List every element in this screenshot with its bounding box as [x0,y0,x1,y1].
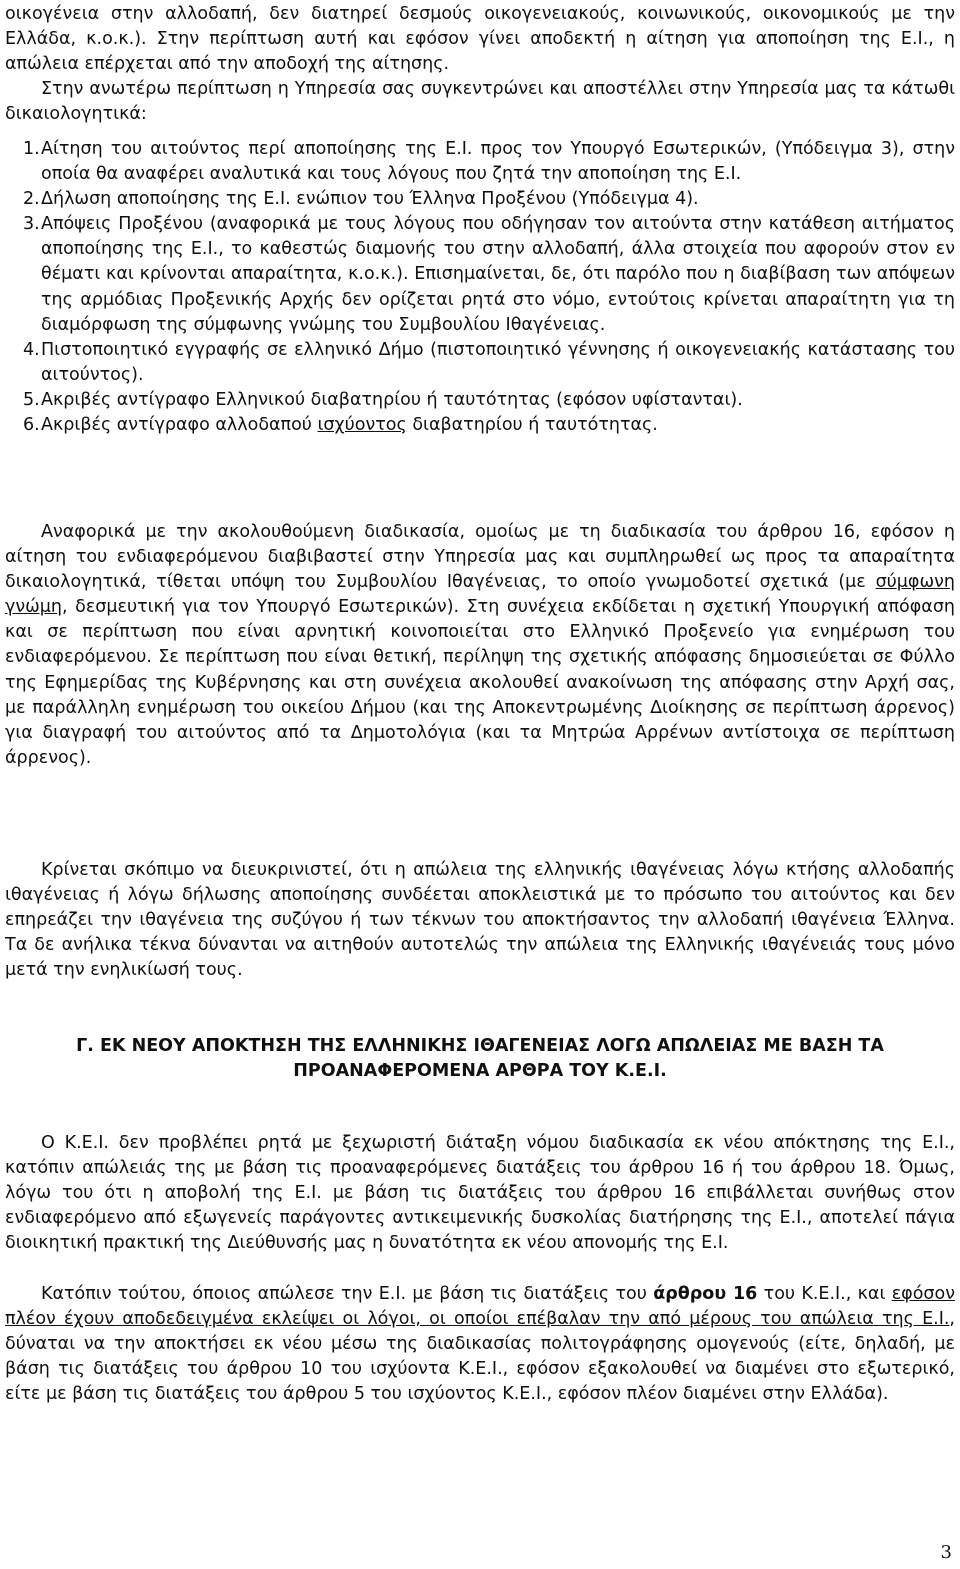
page-number: 3 [940,1542,952,1563]
list-item-text: Πιστοποιητικό εγγραφής σε ελληνικό Δήμο (πιστοποιητικό γέννησης ή οικογενειακής κατάστασης του αιτούντος). [41,339,955,385]
final-paragraph [5,1282,955,1407]
list-number: 2. [23,189,40,210]
underlined-text: σύμφωνη γνώμη [5,572,955,618]
underlined-text: ισχύοντος [317,415,407,436]
paragraph-text: Κατόπιν τούτου, όποιος απώλεσε την Ε.Ι. με βάση τις διατάξεις του [41,1284,654,1304]
list-item-text: Αίτηση του αιτούντος περί αποποίησης της Ε.Ι. προς τον Υπουργό Εσωτερικών, (Υπόδειγμα 3), στην οποία θα αναφέρει αναλυτικά και τους λόγους που ζητά την αποποίηση της Ε.Ι. [41,139,955,185]
list-number: 3. [23,214,40,235]
list-item-text: Δήλωση αποποίησης της Ε.Ι. ενώπιον του Έλληνα Προξένου (Υπόδειγμα 4). [41,189,699,210]
paragraph-text: Αναφορικά με την ακολουθούμενη διαδικασία, ομοίως με τη διαδικασία του άρθρου 16, εφόσον η αίτηση του ενδιαφερόμενου διαβιβαστεί στην Υπηρεσία μας και συμπληρωθεί ως προς τα απαραίτητα δικαιολογητικά, τίθεται υπόψη του Συμβουλίου Ιθαγένειας, το οποίο γνωμοδοτεί σχετικά (με [5,522,955,593]
paragraph-text: , δύναται να την αποκτήσει εκ νέου μέσω της διαδικασίας πολιτογράφησης ομογενούς (είτε, δηλαδή, με βάση τις διατάξεις του άρθρου 10 του ισχύοντα Κ.Ε.Ι., εφόσον εξακολουθεί να διαμένει στο εξωτερικό, είτε με βάση τις διατάξεις του άρθρου 5 του ισχύοντος Κ.Ε.Ι., εφόσον πλέον διαμένει στην Ελλάδα). [5,1309,955,1405]
procedure-paragraph [5,520,955,771]
section-heading-line: ΠΡΟΑΝΑΦΕΡΟΜΕΝΑ ΑΡΘΡΑ ΤΟΥ Κ.Ε.Ι. [293,1061,667,1082]
underlined-text: εφόσον πλέον έχουν αποδεδειγμένα εκλείψει οι λόγοι, οι οποίοι επέβαλαν την από μέρους του απώλεια της Ε.Ι. [5,1284,955,1330]
intro-paragraph: Στην ανωτέρω περίπτωση η Υπηρεσία σας συγκεντρώνει και αποστέλλει στην Υπηρεσία μας τα κάτωθι δικαιολογητικά: [5,79,955,125]
list-item-text: Απόψεις Προξένου (αναφορικά με τους λόγους που οδήγησαν τον αιτούντα στην κατάθεση αιτήματος αποποίησης της Ε.Ι., το καθεστώς διαμονής του στην αλλοδαπή, άλλα στοιχεία που αφορούν στον εν θέματι και κρίνονται απαραίτητα, κ.ο.κ.). Επισημαίνεται, δε, ότι παρόλο που η διαβίβαση των απόψεων της αρμόδιας Προξενικής Αρχής δεν ορίζεται ρητά στο νόμο, εντούτοις κρίνεται απαραίτητη για τη διαμόρφωση της σύμφωνης γνώμης του Συμβουλίου Ιθαγένειας. [41,214,955,335]
section-heading [5,1034,955,1084]
list-number: 5. [23,389,40,410]
list-item [5,413,955,438]
list-number: 6. [23,415,40,436]
kei-paragraph: Ο Κ.Ε.Ι. δεν προβλέπει ρητά με ξεχωριστή διάταξη νόμου διαδικασία εκ νέου απόκτησης της Ε.Ι., κατόπιν απώλειάς της με βάση τις προαναφερόμενες διατάξεις του άρθρου 16 ή του άρθρου 18. Όμως, λόγω του ότι η αποβολή της Ε.Ι. με βάση τις διατάξεις του άρθρου 16 επιβάλλεται συνήθως στον ενδιαφερόμενο από εξωγενείς παράγοντες αντικειμενικής δυσκολίας διατήρησης της Ε.Ι., αποτελεί πάγια διοικητική πρακτική της Διεύθυνσής μας η δυνατότητα εκ νέου απονομής της Ε.Ι. [5,1133,955,1254]
list-item [5,187,955,212]
list-number: 1. [23,139,40,159]
clarification-paragraph: Κρίνεται σκόπιμο να διευκρινιστεί, ότι η απώλεια της ελληνικής ιθαγένειας λόγω κτήσης αλλοδαπής ιθαγένειας ή λόγω δήλωσης αποποίησης συνδέεται αποκλειστικά με το πρόσωπο του αιτούντος και δεν επηρεάζει την ιθαγένεια της συζύγου ή των τέκνων του αποκτήσαντος την αλλοδαπή ιθαγένεια Έλληνα. Τα δε ανήλικα τέκνα δύνανται να αιτηθούν αυτοτελώς την απώλεια της Ελληνικής ιθαγένειάς τους μόνο μετά την ενηλικίωσή τους. [5,860,955,981]
list-item [5,388,955,413]
list-item [5,137,955,187]
list-number: 4. [23,339,40,360]
bold-text: άρθρου 16 [653,1284,758,1304]
paragraph-text: , δεσμευτική για τον Υπουργό Εσωτερικών). Στη συνέχεια εκδίδεται η σχετική Υπουργική απόφαση και σε περίπτωση που είναι αρνητική κοινοποιείται στο Ελληνικό Προξενείο για ενημέρωση του ενδιαφερόμενου. Σε περίπτωση που είναι θετική, περίληψη της σχετικής απόφασης δημοσιεύεται σε Φύλλο της Εφημερίδας της Κυβέρνησης και στη συνέχεια ακολουθεί ανακοίνωση της απόφασης στην Αρχή σας, με παράλληλη ενημέρωση του οικείου Δήμου (και της Αποκεντρωμένης Διοίκησης σε περίπτωση άρρενος) για διαγραφή του αιτούντος από τα Δημοτολόγια (και τα Μητρώα Αρρένων αντίστοιχα σε περίπτωση άρρενος). [5,597,955,768]
paragraph-text: του Κ.Ε.Ι., και [757,1284,892,1304]
list-item-text: διαβατηρίου ή ταυτότητας. [406,415,658,436]
section-heading-line: Γ. ΕΚ ΝΕΟΥ ΑΠΟΚΤΗΣΗ ΤΗΣ ΕΛΛΗΝΙΚΗΣ ΙΘΑΓΕΝΕΙΑΣ ΛΟΓΩ ΑΠΩΛΕΙΑΣ ΜΕ ΒΑΣΗ ΤΑ [76,1036,884,1056]
list-item [5,338,955,388]
top-paragraph: οικογένεια στην αλλοδαπή, δεν διατηρεί δεσμούς οικογενειακούς, κοινωνικούς, οικονομικούς με την Ελλάδα, κ.ο.κ.). Στην περίπτωση αυτή και εφόσον γίνει αποδεκτή η αίτηση για αποποίηση της Ε.Ι., η απώλεια επέρχεται από την αποδοχή της αίτησης. [5,4,955,75]
documents-list [5,137,955,438]
list-item [5,212,955,337]
list-item-text: Ακριβές αντίγραφο αλλοδαπού [41,415,318,436]
list-item-text: Ακριβές αντίγραφο Ελληνικού διαβατηρίου ή ταυτότητας (εφόσον υφίστανται). [41,389,743,410]
